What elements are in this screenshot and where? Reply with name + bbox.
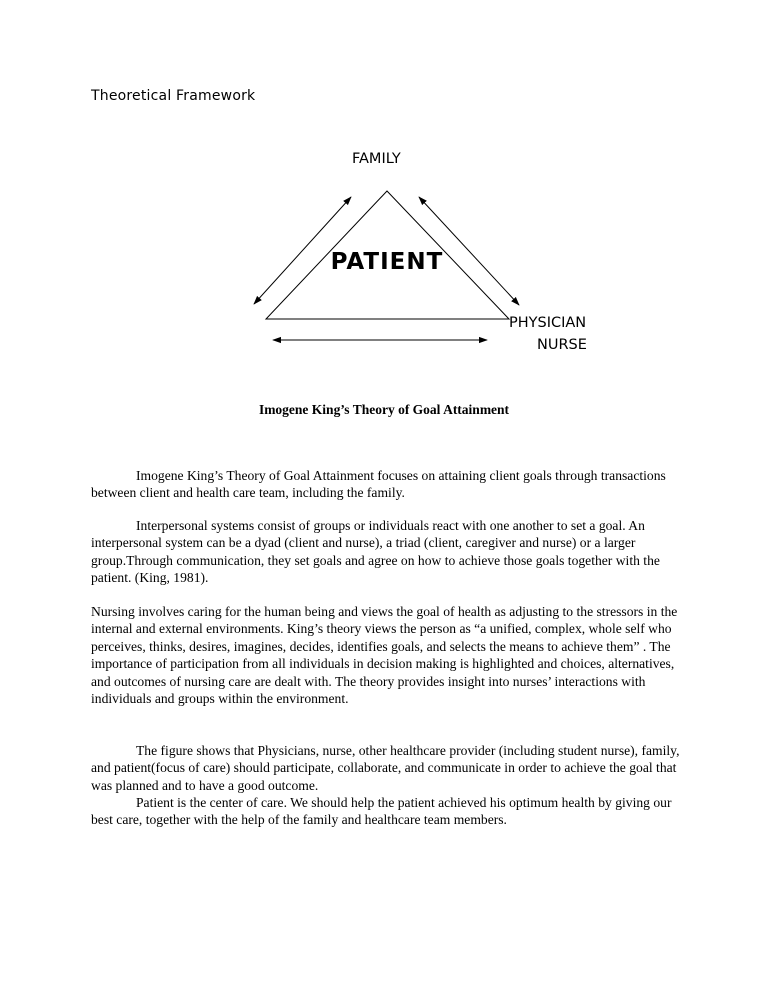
paragraph-1: Imogene King’s Theory of Goal Attainment focuses on attaining client goals through transactions between client and health care team, including the family. [91, 468, 666, 501]
paragraph-4: The figure shows that Physicians, nurse, other healthcare provider (including student nurse), family, and patient(focus of care) should participate, collaborate, and communicate in order to achieve the goal that was planned and to have a good outcome. [91, 743, 680, 793]
paragraph-2: Interpersonal systems consist of groups or individuals react with one another to set a goal. An interpersonal system can be a dyad (client and nurse), a triad (client, caregiver and nurse) or a larger group.Through communication, they set goals and agree on how to achieve those goals together with the patient. (King, 1981). [91, 518, 660, 586]
physician-label: PHYSICIAN [509, 315, 587, 331]
figure-caption: Imogene King’s Theory of Goal Attainment [258, 402, 510, 417]
family-label: FAMILY [352, 151, 401, 167]
paragraph-5: Patient is the center of care. We should help the patient achieved his optimum health by giving our best care, together with the help of the family and healthcare team members. [91, 795, 672, 828]
nurse-label: NURSE [537, 337, 587, 353]
paragraph-3: Nursing involves caring for the human being and views the goal of health as adjusting to the stressors in the internal and external environments. King’s theory views the person as “a unified, complex, whole self who perceives, thinks, desires, imagines, decides, identifies goals, and selects the means to achieve them” . The importance of participation from all individuals in decision making is highlighted and choices, alternatives, and outcomes of nursing care are dealt with. The theory provides insight into nurses’ interactions with individuals and groups within the environment. [91, 604, 678, 707]
goal-attainment-diagram [0, 0, 768, 400]
patient-label: PATIENT [330, 249, 444, 275]
page-heading: Theoretical Framework [91, 88, 256, 104]
